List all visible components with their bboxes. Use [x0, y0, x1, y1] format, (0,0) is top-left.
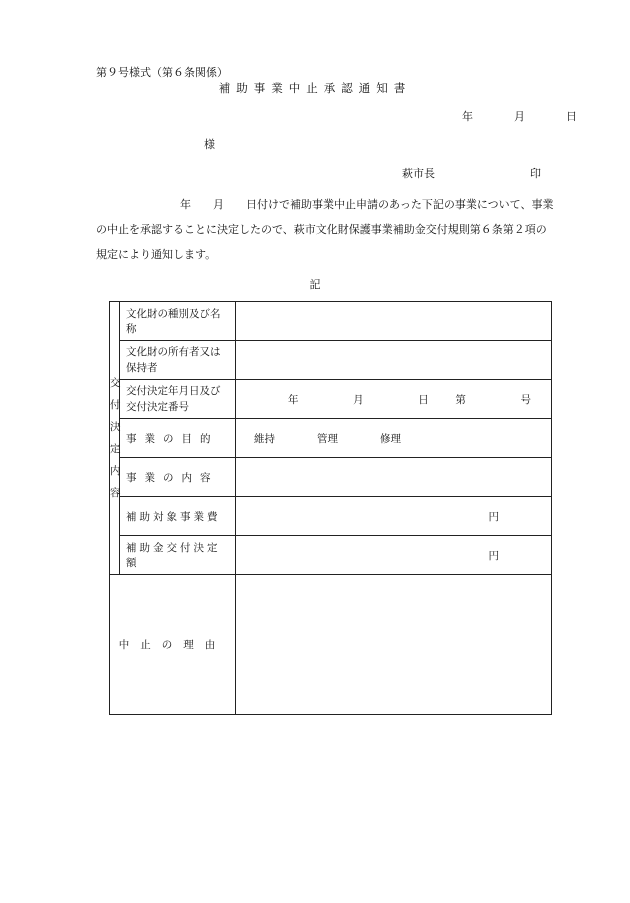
- table-row: [110, 575, 552, 715]
- content-label: 事業の内容: [120, 458, 236, 497]
- owner-label: 文化財の所有者又は保持者: [120, 341, 236, 380]
- table-row: [110, 536, 552, 575]
- group-char: 決: [110, 421, 121, 433]
- group-char: 内: [110, 465, 121, 477]
- table-row: [110, 497, 552, 536]
- date-year: 年: [462, 110, 473, 123]
- table-row: [110, 458, 552, 497]
- decision-day: 日: [418, 393, 429, 406]
- grant-label: 補助金交付決定額: [120, 536, 236, 575]
- date-month: 月: [514, 110, 525, 123]
- decision-label: 交付決定年月日及び交付決定番号: [120, 380, 236, 419]
- date-day: 日: [566, 110, 577, 123]
- purpose-label: 事業の目的: [120, 419, 236, 458]
- decision-dai: 第: [455, 393, 466, 406]
- group-char: 定: [110, 443, 121, 455]
- table-row: [110, 419, 552, 458]
- reason-label: 中止の理由: [110, 575, 236, 715]
- form-number: 第９号様式（第６条関係）: [96, 66, 228, 79]
- ki-heading: 記: [309, 278, 321, 291]
- decision-value: [236, 380, 552, 419]
- group-char: 容: [110, 487, 121, 499]
- purpose-value: [236, 419, 552, 458]
- table-row: [110, 341, 552, 380]
- cost-label: 補助対象事業費: [120, 497, 236, 536]
- group-char: 交: [110, 377, 121, 389]
- decision-year: 年: [288, 393, 299, 406]
- body-paragraph: 年 月 日付けで補助事業中止申請のあった下記の事業について、事業の中止を承認することに決定したので、萩市文化財保護事業補助金交付規則第６条第２項の規定により通知します。: [96, 198, 554, 261]
- addressee-suffix: 様: [204, 138, 215, 151]
- decision-month: 月: [353, 393, 364, 406]
- table-row: [110, 302, 552, 341]
- grant-yen: 円: [236, 536, 552, 575]
- type-name-value: [236, 302, 552, 341]
- purpose-option: 管理: [317, 432, 338, 445]
- purpose-option: 維持: [254, 432, 275, 445]
- table-row: [110, 380, 552, 419]
- cost-yen: 円: [236, 497, 552, 536]
- decision-go: 号: [520, 393, 531, 406]
- document-title: 補助事業中止承認通知書: [218, 81, 412, 95]
- group-char: 付: [110, 399, 121, 411]
- owner-value: [236, 341, 552, 380]
- reason-value: [236, 575, 552, 715]
- issuer-name: 萩市長: [402, 167, 435, 180]
- purpose-option: 修理: [380, 432, 401, 445]
- type-name-label: 文化財の種別及び名称: [120, 302, 236, 341]
- group-label: [110, 302, 120, 575]
- date-line: [462, 108, 577, 124]
- content-value: [236, 458, 552, 497]
- seal-mark: 印: [530, 167, 541, 180]
- grant-table: [109, 301, 552, 715]
